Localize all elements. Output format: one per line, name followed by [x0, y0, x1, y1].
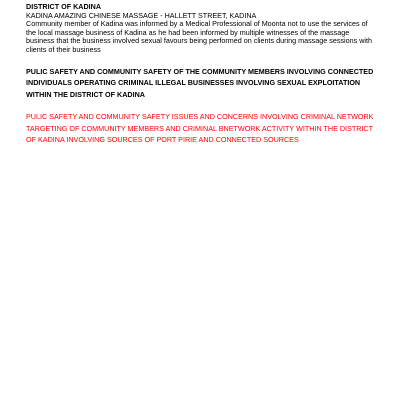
body-paragraph: Community member of Kadina was informed by a Medical Professional of Moonta not to use the services of the local massage business of Kadina as he had been informed by multiple witnesses of the massage business that the business involved sexual favours being performed on clients during massage sessions with clients of their business — [26, 19, 372, 54]
document-page — [26, 3, 374, 146]
safety-heading-red: PULIC SAFETY AND COMMUNITY SAFETY ISSUES AND CONCERNS INVOLVING CRIMINAL NETWORK TARGETING OF COMMUNITY MEMBERS AND CRIMINAL BNETWORK ACTIVITY WITHIN THE DISTRICT OF KADINA INVOLVING SOURCES OF PORT PIRIE AND CONNECTED SOURCES — [26, 112, 374, 145]
safety-heading-bold: PULIC SAFETY AND COMMUNITY SAFETY OF THE COMMUNITY MEMBERS INVOLVING CONNECTED INDIVIDUALS OPERATING CRIMINAL ILLEGAL BUSINESSES INVOLVING SEXUAL EXPLOITATION WITHIN THE DISTRICT OF KADINA — [26, 66, 374, 99]
district-title: DISTRICT OF KADINA — [26, 2, 102, 11]
business-line: KADINA AMAZING CHINESE MASSAGE - HALLETT STREET, KADINA — [26, 10, 257, 20]
